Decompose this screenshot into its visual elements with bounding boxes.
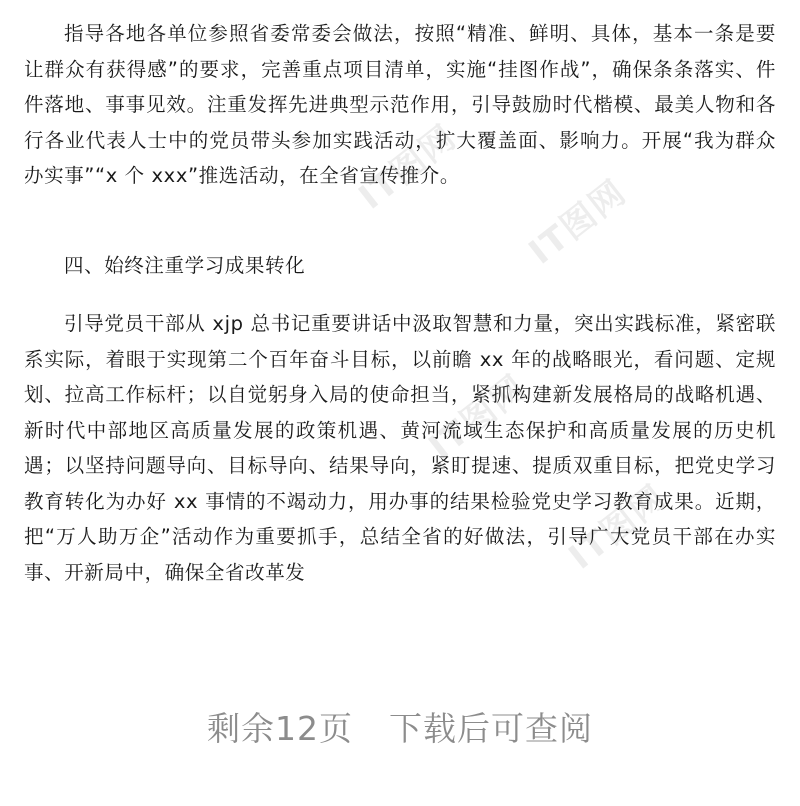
section-heading-4: 四、始终注重学习成果转化 [64, 254, 306, 277]
paragraph-measures: 指导各地各单位参照省委常委会做法，按照“精准、鲜明、具体，基本一条是要让群众有获得感”的要求，完善重点项目清单，实施“挂图作战”，确保条条落实、件件落地、事事见效。注重发挥先进典型示范作用，引导鼓励时代楷模、最美人物和各行各业代表人士中的党员带头参加实践活动，扩大覆盖面、影响力。开展“我为群众办实事”“x 个 xxx”推选活动，在全省宣传推介。 [24, 22, 776, 187]
download-prompt-banner[interactable] [0, 704, 800, 754]
watermark: IT图网 [561, 477, 675, 578]
download-to-read-label[interactable]: 下载后可查阅 [389, 709, 593, 748]
watermark: IT图网 [521, 172, 635, 273]
watermark: IT图网 [351, 117, 465, 218]
remaining-pages-label[interactable]: 剩余12页 [207, 709, 353, 748]
paragraph-learning-outcomes: 引导党员干部从 xjp 总书记重要讲话中汲取智慧和力量，突出实践标准，紧密联系实际，着眼于实现第二个百年奋斗目标，以前瞻 xx 年的战略眼光，看问题、定规划、拉高工作标杆；以自觉躬身入局的使命担当，紧抓构建新发展格局的战略机遇、新时代中部地区高质量发展的政策机遇、黄河流域生态保护和高质量发展的历史机遇；以坚持问题导向、目标导向、结果导向，紧盯提速、提质双重目标，把党史学习教育转化为办好 xx 事情的不竭动力，用办事的结果检验党史学习教育成果。近期，把“万人助万企”活动作为重要抓手，总结全省的好做法，引导广大党员干部在办实事、开新局中，确保全省改革发 [24, 312, 776, 584]
watermark: IT图网 [421, 367, 535, 468]
